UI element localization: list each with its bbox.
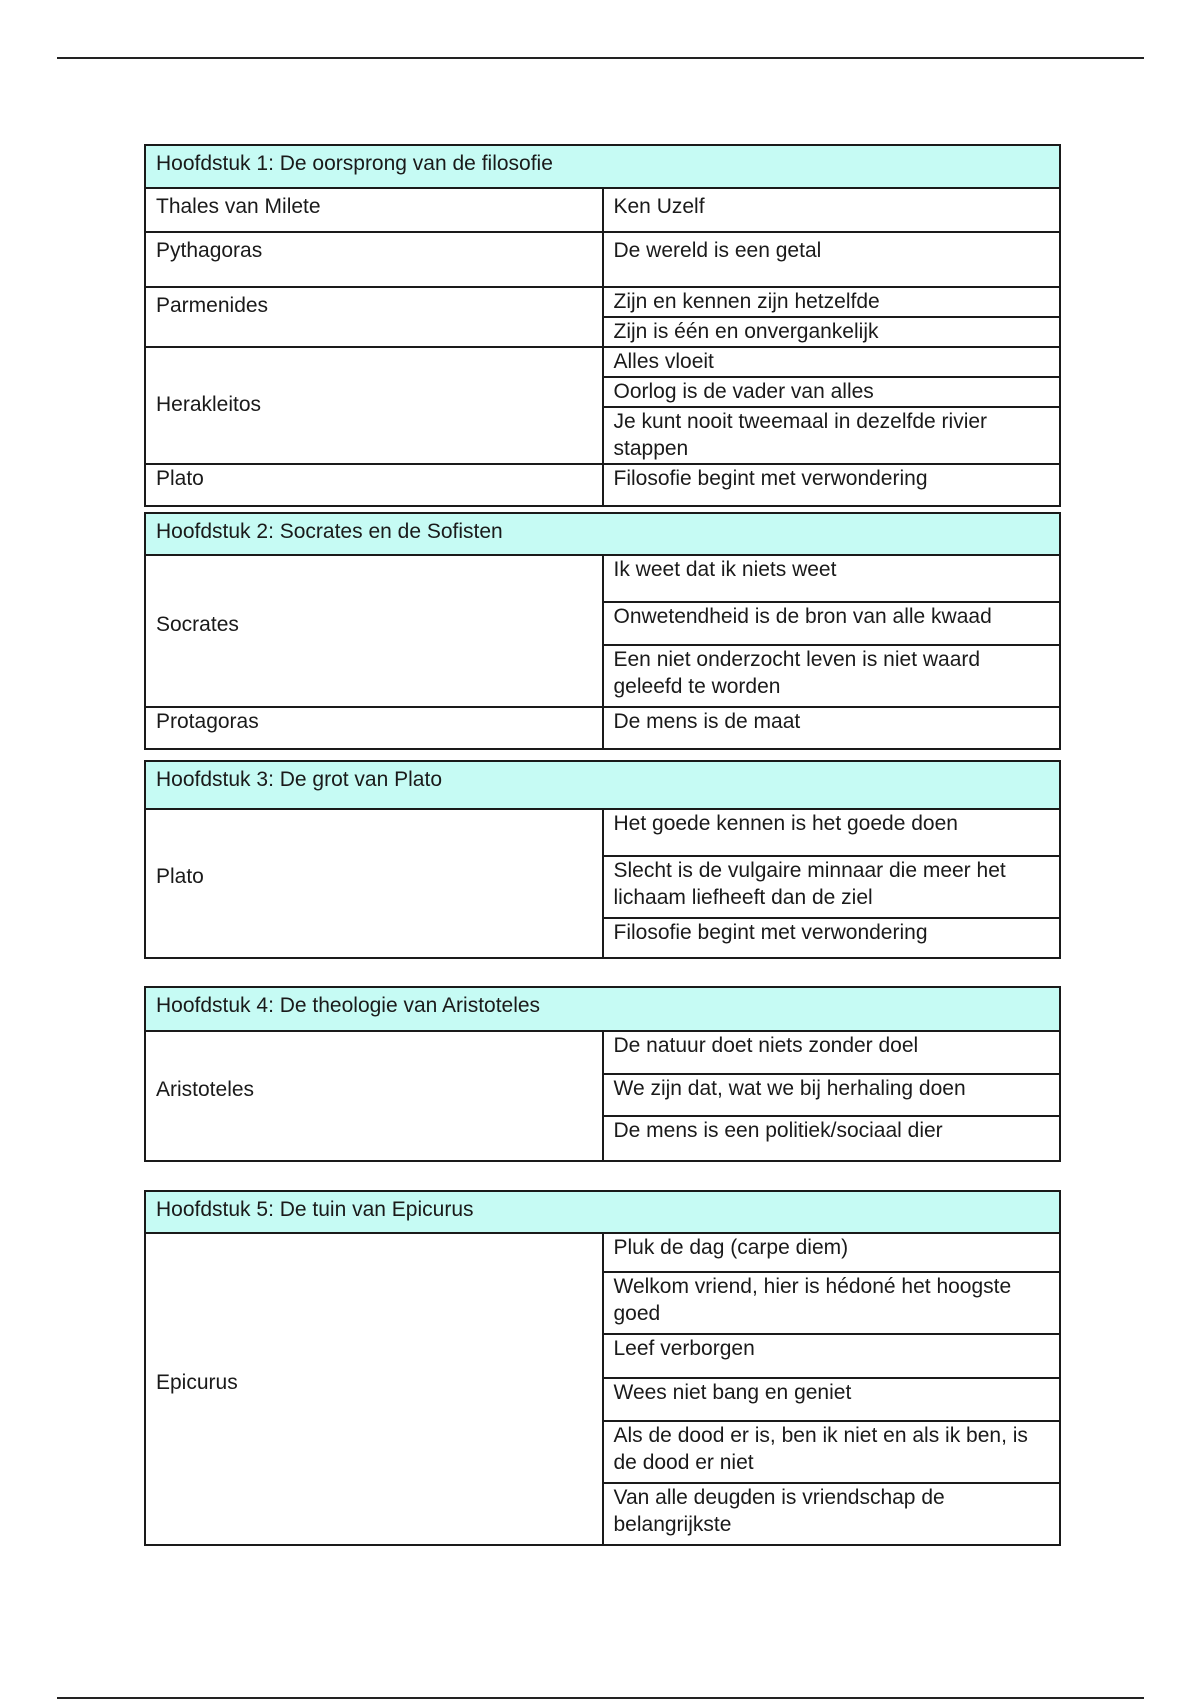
quote: De mens is de maat	[603, 707, 1061, 749]
quote: Pluk de dag (carpe diem)	[603, 1233, 1061, 1272]
chapter-1-table	[144, 144, 1061, 507]
quote: Een niet onderzocht leven is niet waard geleefd te worden	[603, 645, 1061, 707]
chapter-4-table	[144, 986, 1061, 1162]
chapter-title: Hoofdstuk 2: Socrates en de Sofisten	[145, 513, 1060, 555]
philosopher-name: Plato	[145, 464, 603, 506]
philosopher-name: Parmenides	[145, 287, 603, 347]
philosopher-name: Pythagoras	[145, 232, 603, 287]
quote: Je kunt nooit tweemaal in dezelfde rivier stappen	[603, 407, 1061, 464]
quote: Onwetendheid is de bron van alle kwaad	[603, 602, 1061, 645]
top-rule	[57, 57, 1144, 59]
quote: We zijn dat, wat we bij herhaling doen	[603, 1074, 1061, 1116]
chapter-3-table	[144, 760, 1061, 959]
philosopher-name: Herakleitos	[145, 347, 603, 464]
quote: Zijn is één en onvergankelijk	[603, 317, 1061, 347]
philosopher-name: Plato	[145, 809, 603, 958]
philosopher-name: Thales van Milete	[145, 188, 603, 232]
quote: Slecht is de vulgaire minnaar die meer het lichaam liefheeft dan de ziel	[603, 856, 1061, 918]
quote: Zijn en kennen zijn hetzelfde	[603, 287, 1061, 317]
bottom-rule	[57, 1697, 1144, 1699]
quote: De natuur doet niets zonder doel	[603, 1031, 1061, 1074]
quote: Alles vloeit	[603, 347, 1061, 377]
quote: Het goede kennen is het goede doen	[603, 809, 1061, 856]
chapter-title: Hoofdstuk 5: De tuin van Epicurus	[145, 1191, 1060, 1233]
quote: Filosofie begint met verwondering	[603, 918, 1061, 958]
chapter-title: Hoofdstuk 4: De theologie van Aristoteles	[145, 987, 1060, 1031]
philosopher-name: Epicurus	[145, 1233, 603, 1545]
quote: Als de dood er is, ben ik niet en als ik ben, is de dood er niet	[603, 1421, 1061, 1483]
chapter-2-table	[144, 512, 1061, 750]
quote: Welkom vriend, hier is hédoné het hoogste goed	[603, 1272, 1061, 1334]
quote: Van alle deugden is vriendschap de belangrijkste	[603, 1483, 1061, 1545]
quote: Wees niet bang en geniet	[603, 1378, 1061, 1421]
quote: Ken Uzelf	[603, 188, 1061, 232]
philosopher-name: Aristoteles	[145, 1031, 603, 1161]
quote: De mens is een politiek/sociaal dier	[603, 1116, 1061, 1161]
quote: Ik weet dat ik niets weet	[603, 555, 1061, 602]
philosopher-name: Protagoras	[145, 707, 603, 749]
quote: Oorlog is de vader van alles	[603, 377, 1061, 407]
quote: De wereld is een getal	[603, 232, 1061, 287]
quote: Leef verborgen	[603, 1334, 1061, 1378]
quote: Filosofie begint met verwondering	[603, 464, 1061, 506]
chapter-5-table	[144, 1190, 1061, 1546]
chapter-title: Hoofdstuk 3: De grot van Plato	[145, 761, 1060, 809]
chapter-title: Hoofdstuk 1: De oorsprong van de filosofie	[145, 145, 1060, 188]
philosopher-name: Socrates	[145, 555, 603, 707]
